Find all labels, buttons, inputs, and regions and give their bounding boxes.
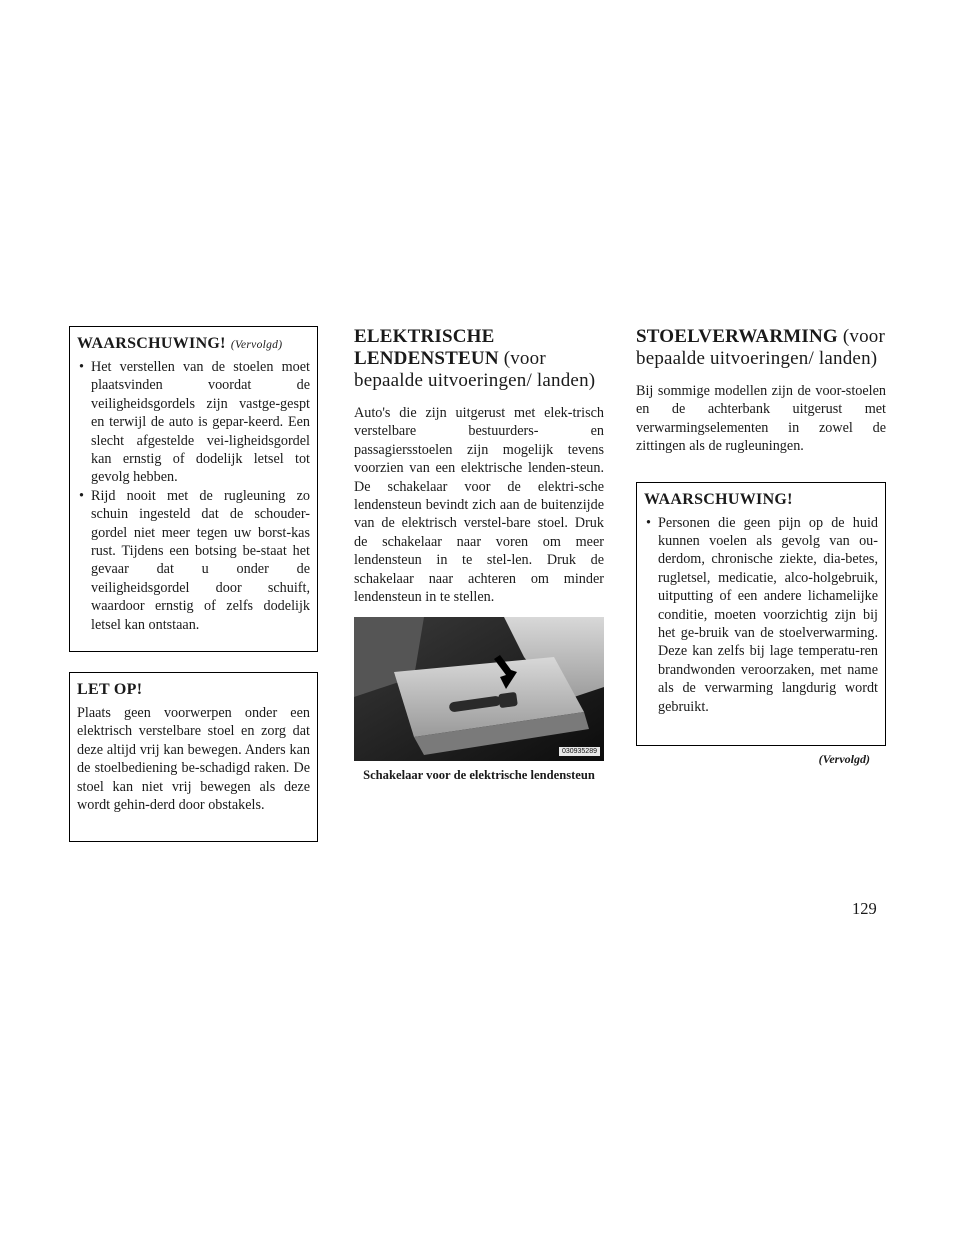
right-column <box>636 326 886 767</box>
warning-bullet: • Rijd nooit met de rugleuning zo schuin ingesteld dat de schouder-gordel niet meer tegen uw borst-kas rust. Tijdens een botsing be-staat het gevaar dat u onder de veiligheidsgordel door schuift, waardoor ernstig of zelfs dodelijk letsel kan ontstaan. <box>77 487 310 634</box>
left-column <box>69 326 318 842</box>
section-heading-heated-seats <box>636 326 886 370</box>
heading-main: STOELVERWARMING <box>636 326 838 347</box>
caution-text: Plaats geen voorwerpen onder een elektrisch verstelbare stoel en zorg dat deze altijd vrij kan bewegen. Anders kan de stoelbediening be-schadigd raken. De stoel kan niet vrij bewegen als deze wordt gehin-derd door obstakels. <box>77 705 310 814</box>
warning-box <box>69 326 318 652</box>
caution-title: LET OP! <box>77 681 143 698</box>
caution-box <box>69 672 318 842</box>
warning-bullet: • Personen die geen pijn op de huid kunnen voelen als gevolg van ou-derdom, chronische ziekte, dia-betes, rugletsel, medicatie, alco-holgebruik, uitputting of een andere lichamelijke conditie, moeten voorzichtig zijn bij het ge-bruik van de stoelverwarming. Deze kan zelfs bij lage temperatu-ren brandwonden veroorzaken, met name als de verwarming langdurig wordt gebruikt. <box>644 514 878 716</box>
section-heading-lumbar <box>354 326 604 392</box>
figure-caption: Schakelaar voor de elektrische lendensteun <box>363 768 595 783</box>
warning-title <box>77 335 310 353</box>
heated-seats-body-text: Bij sommige modellen zijn de voor-stoelen en de achterbank uitgerust met verwarmingselementen in zowel de zittingen als de rugleuningen. <box>636 383 886 455</box>
heading-qualifier: (voor bepaalde uitvoeringen/ landen) <box>354 348 596 391</box>
middle-column <box>354 326 604 783</box>
warning-title-text: WAARSCHUWING! <box>77 335 226 352</box>
warning-box <box>636 482 886 746</box>
warning-list <box>644 514 878 716</box>
page-number: 129 <box>852 899 877 918</box>
warning-list <box>77 358 310 634</box>
heading-qualifier: (voor bepaalde uitvoeringen/ landen) <box>636 326 885 369</box>
heading-main: ELEKTRISCHE LENDENSTEUN <box>354 326 499 369</box>
lumbar-body-text: Auto's die zijn uitgerust met elek-trisch verstelbare bestuurders- en passagiersstoelen zijn mogelijk tevens voorzien van een elektrische lenden-steun. De schakelaar voor de elektri-sche lendensteun bevindt zich aan de buitenzijde van de elektrisch verstel-bare stoel. Druk de schakelaar naar voren om meer lendensteun in te stel-len. Druk de schakelaar naar achteren om minder lendensteun in te stellen. <box>354 405 604 606</box>
warning-bullet: • Het verstellen van de stoelen moet plaatsvinden voordat de veiligheidsgordels zijn vastge-gespt en terwijl de auto is gepar-keerd. Een slecht afgestelde vei-ligheidsgordel kan ernstig of dodelijk letsel tot gevolg hebben. <box>77 358 310 487</box>
seat-illustration <box>354 617 604 761</box>
lumbar-switch-photo <box>354 617 604 761</box>
continued-label: (Vervolgd) <box>230 339 283 351</box>
continued-label: (Vervolgd) <box>818 751 870 766</box>
figure-code: 030935289 <box>559 747 600 756</box>
warning-title: WAARSCHUWING! <box>644 490 793 508</box>
